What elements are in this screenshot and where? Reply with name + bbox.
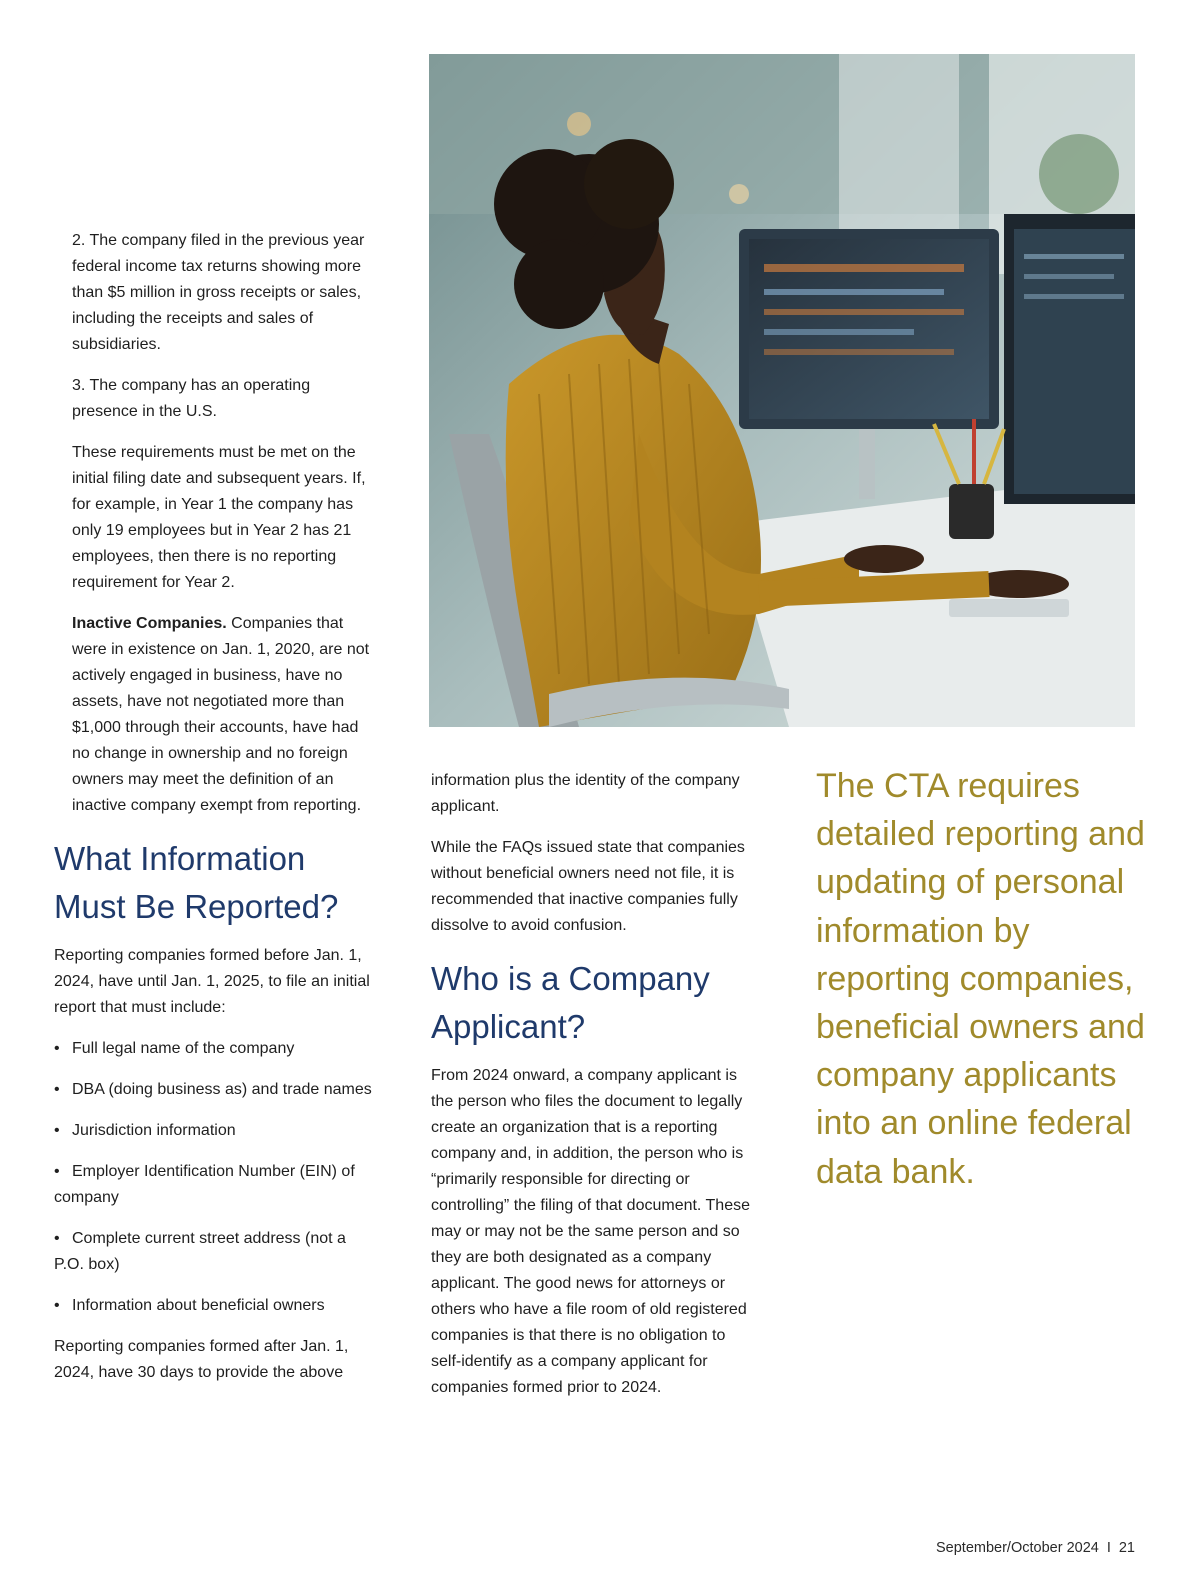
page-number: 21	[1118, 1540, 1135, 1556]
bullet-icon: •	[54, 1122, 60, 1139]
bullet-icon: •	[54, 1163, 60, 1180]
section-heading-what-information: What Information Must Be Reported?	[54, 840, 339, 925]
section-heading-company-applicant: Who is a Company Applicant?	[431, 960, 710, 1045]
inactive-companies-paragraph	[54, 611, 379, 819]
middle-column	[431, 768, 756, 1416]
list-item: • DBA (doing business as) and trade names	[54, 1077, 379, 1103]
footer-separator: I	[1106, 1540, 1111, 1556]
article-photo	[429, 54, 1135, 727]
inactive-companies-text: Companies that were in existence on Jan. 1, 2020, are not actively engaged in business, have no assets, have not negotiated more than $1,000 through their accounts, have had no change in ownership and no foreign owners may meet the definition of an inactive company exempt from reporting.	[72, 615, 370, 814]
list-item: • Employer Identification Number (EIN) of company	[54, 1159, 379, 1211]
issue-date: September/October 2024	[936, 1540, 1099, 1556]
bullet-icon: •	[54, 1297, 60, 1314]
page-footer	[936, 1540, 1135, 1556]
bullet-icon: •	[54, 1040, 60, 1057]
list-item: 3. The company has an operating presence in the U.S.	[72, 377, 311, 420]
list-item: • Complete current street address (not a P.O. box)	[54, 1226, 379, 1278]
inactive-companies-label: Inactive Companies.	[72, 615, 227, 632]
company-applicant-paragraph: From 2024 onward, a company applicant is the person who files the document to legally create an organization that is a reporting company and, in addition, the person who is “primarily responsible for directing or controlling” the filing of that document. These may or may not be the same person and so they are both designated as a company applicant. The good news for attorneys or others who have a file room of old registered companies is that there is no obligation to self-identify as a company applicant for companies formed prior to 2024.	[431, 1067, 750, 1396]
list-item: • Jurisdiction information	[54, 1118, 379, 1144]
pull-quote: The CTA requires detailed reporting and updating of personal information by reporting companies, beneficial owners and company applicants into an online federal data bank.	[816, 767, 1145, 1191]
requirements-paragraph: These requirements must be met on the initial filing date and subsequent years. If, for example, in Year 1 the company has only 19 employees but in Year 2 has 21 employees, then there is no reporting requirement for Year 2.	[72, 444, 366, 591]
closing-paragraph: Reporting companies formed after Jan. 1, 2024, have 30 days to provide the above	[54, 1338, 349, 1381]
continuation-paragraph: information plus the identity of the company applicant.	[431, 772, 740, 815]
bullet-icon: •	[54, 1230, 60, 1247]
list-item: • Information about beneficial owners	[54, 1293, 379, 1319]
faq-paragraph: While the FAQs issued state that companies without beneficial owners need not file, it is recommended that inactive companies fully dissolve to avoid confusion.	[431, 839, 745, 934]
left-column	[54, 228, 379, 1401]
list-item: 2. The company filed in the previous year federal income tax returns showing more than $5 million in gross receipts or sales, including the receipts and sales of subsidiaries.	[72, 232, 365, 353]
list-item: • Full legal name of the company	[54, 1036, 379, 1062]
intro-paragraph: Reporting companies formed before Jan. 1, 2024, have until Jan. 1, 2025, to file an initial report that must include:	[54, 947, 370, 1016]
bullet-icon: •	[54, 1081, 60, 1098]
